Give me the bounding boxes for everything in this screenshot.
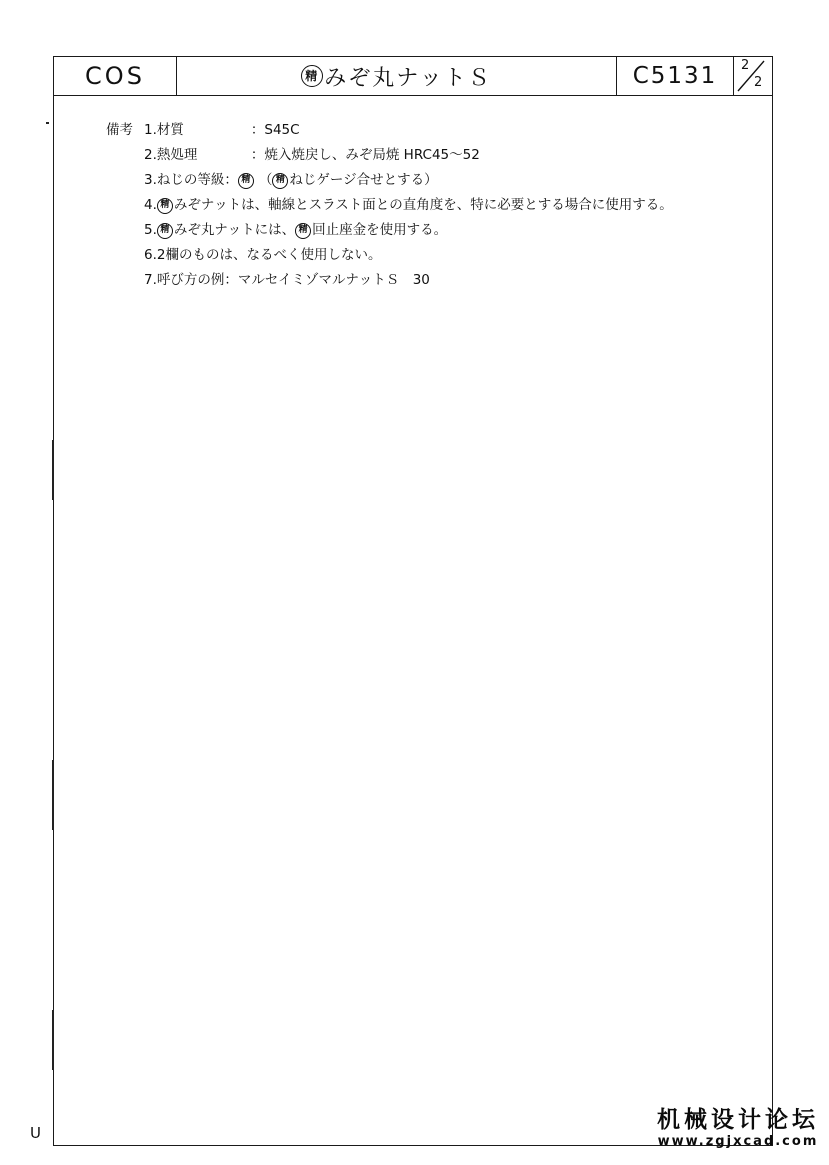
scan-speck: [46, 122, 49, 124]
page-total: 2: [754, 75, 763, 90]
scan-line-artifact: [52, 440, 54, 500]
note-row-1: [106, 118, 673, 143]
note-value: みぞナットは、軸線とスラスト面との直角度を、特に必要とする場合に使用する。: [173, 197, 673, 213]
note-key: 材質: [156, 122, 184, 138]
note-value: 2欄のものは、なるべく使用しない。: [156, 247, 382, 263]
note-key: 呼び方の例: [156, 272, 225, 288]
page-fraction-slash-icon: [734, 57, 768, 95]
note-separator: ：: [250, 122, 265, 138]
note-key: ねじの等級: [156, 172, 225, 188]
document-title: [177, 57, 617, 95]
note-value: 焼入焼戻し、みぞ局焼 HRC45～52: [264, 147, 480, 163]
precision-seal-icon: 精: [157, 198, 173, 214]
remarks-section: [106, 118, 673, 293]
document-number: C5131: [617, 57, 734, 95]
note-row-6: [106, 243, 673, 268]
precision-seal-icon: 精: [295, 223, 311, 239]
certification-mark: U: [30, 1124, 41, 1142]
note-separator: ：: [250, 147, 265, 163]
precision-seal-icon: 精: [301, 65, 323, 87]
note-paren: （: [258, 172, 273, 188]
precision-seal-icon: 精: [157, 223, 173, 239]
remarks-label: 備考: [106, 122, 133, 138]
site-watermark: [657, 1101, 819, 1149]
note-separator: ：: [224, 172, 238, 188]
document-title-text: みぞ丸ナットＳ: [324, 65, 492, 91]
note-value: S45C: [264, 122, 300, 138]
scan-line-artifact: [52, 760, 54, 830]
note-row-4: [106, 193, 673, 218]
note-separator: ：: [224, 272, 238, 288]
note-value: ねじゲージ合せとする）: [289, 172, 438, 188]
note-row-5: [106, 218, 673, 243]
precision-seal-icon: 精: [238, 173, 254, 189]
title-block: [54, 57, 772, 96]
note-number: 4.: [144, 197, 157, 213]
note-row-3: [106, 168, 673, 193]
precision-seal-icon: 精: [272, 173, 288, 189]
standard-code: COS: [54, 57, 177, 95]
note-row-2: [106, 143, 673, 168]
note-key: 熱処理: [156, 147, 198, 163]
page-current: 2: [741, 58, 750, 73]
note-number: 2.: [144, 147, 157, 163]
note-value: 回止座金を使用する。: [312, 222, 448, 238]
note-number: 5.: [144, 222, 157, 238]
note-number: 6.: [144, 247, 157, 263]
note-row-7: [106, 268, 673, 293]
watermark-url: www.zgjxcad.com: [657, 1134, 819, 1149]
note-value: マルセイミゾマルナットＳ 30: [237, 272, 430, 288]
page-indicator: [734, 57, 772, 95]
note-number: 7.: [144, 272, 157, 288]
watermark-title: 机械设计论坛: [657, 1107, 819, 1133]
note-value: みぞ丸ナットには、: [173, 222, 296, 238]
scan-line-artifact: [52, 1010, 54, 1070]
note-number: 3.: [144, 172, 157, 188]
note-number: 1.: [144, 122, 157, 138]
